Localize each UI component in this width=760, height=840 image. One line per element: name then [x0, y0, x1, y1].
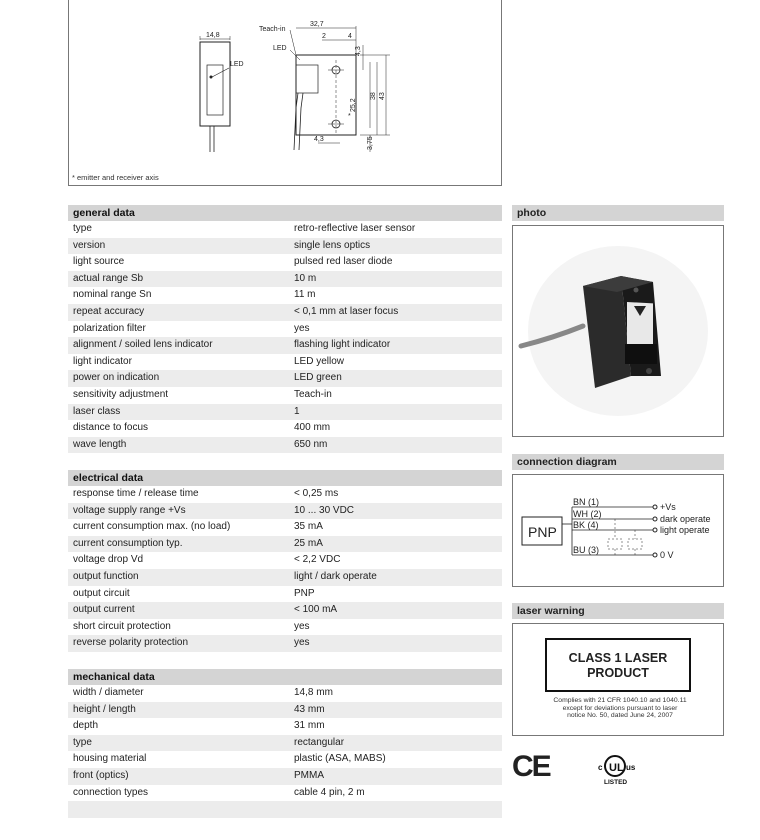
led-right-label: LED: [273, 45, 287, 52]
laser-compliance-text: [530, 697, 710, 720]
dim-43-label: 43: [379, 92, 386, 100]
row-value: 31 mm: [294, 720, 325, 732]
row-key: reverse polarity protection: [73, 637, 189, 649]
row-key: light indicator: [73, 355, 132, 367]
row-key: type: [73, 736, 92, 748]
row-key: height / length: [73, 703, 136, 715]
row-key: actual range Sb: [73, 272, 144, 284]
dim-width-label: 14,8: [206, 32, 220, 39]
row-value: 35 mA: [294, 521, 323, 533]
table-row: [68, 569, 502, 586]
table-row: [68, 238, 502, 255]
row-value: pulsed red laser diode: [294, 256, 393, 268]
table-row: [68, 536, 502, 553]
row-key: current consumption max. (no load): [73, 521, 231, 533]
row-value: 400 mm: [294, 422, 331, 434]
dim-38-label: 38: [370, 92, 377, 100]
table-row-blank: [68, 801, 502, 818]
wire-bn-label: BN (1): [573, 497, 600, 507]
table-row: [68, 271, 502, 288]
row-value: PNP: [294, 587, 315, 599]
table-row: [68, 718, 502, 735]
table-row: [68, 321, 502, 338]
row-key: output circuit: [73, 587, 130, 599]
table-row: [68, 735, 502, 752]
ul-listed-mark: [595, 752, 641, 786]
table-row: [68, 768, 502, 785]
pnp-label: PNP: [528, 524, 557, 540]
row-value: retro-reflective laser sensor: [294, 223, 416, 234]
row-key: short circuit protection: [73, 620, 171, 632]
general-data-title: general data: [68, 205, 502, 221]
table-row: [68, 503, 502, 520]
ul-us-text: us: [626, 763, 636, 772]
comply-line2: except for deviations pursuant to laser: [562, 704, 678, 712]
comply-line3: notice No. 50, dated June 24, 2007: [567, 712, 673, 719]
laser-label-line1: CLASS 1 LASER: [568, 651, 668, 665]
dim-depth-label: 32,7: [310, 21, 324, 28]
row-key: output function: [73, 570, 139, 582]
wire-wh-label: WH (2): [573, 509, 602, 519]
table-row: [68, 420, 502, 437]
row-value: 11 m: [294, 289, 316, 301]
ul-core-text: UL: [609, 762, 624, 774]
laser-warning-title: laser warning: [512, 603, 724, 619]
row-value: < 2,2 VDC: [294, 554, 341, 566]
row-value: 43 mm: [294, 703, 325, 715]
laser-class-label: [545, 638, 691, 692]
ul-listed-text: LISTED: [604, 779, 628, 786]
mechanical-data-title: mechanical data: [68, 669, 502, 685]
dim-4-3-bottom-label: 4,3: [314, 136, 324, 143]
dimension-drawing: [0, 0, 502, 186]
signal-dark-label: dark operate: [660, 514, 711, 524]
dim-3-75-label: 3,75: [367, 136, 374, 150]
table-row: [68, 304, 502, 321]
row-value: PMMA: [294, 769, 324, 781]
row-value: LED green: [294, 372, 342, 384]
electrical-data-title: electrical data: [68, 470, 502, 486]
row-value: LED yellow: [294, 355, 345, 367]
signal-light-label: light operate: [660, 525, 710, 535]
row-value: single lens optics: [294, 239, 371, 251]
table-row: [68, 619, 502, 636]
table-row: [68, 354, 502, 371]
ul-c-text: c: [598, 763, 603, 772]
signal-0v-label: 0 V: [660, 550, 674, 560]
row-key: voltage supply range +Vs: [73, 504, 186, 516]
table-row: [68, 702, 502, 719]
row-key: repeat accuracy: [73, 305, 145, 317]
drawing-footnote: * emitter and receiver axis: [72, 173, 159, 182]
wire-bk-label: BK (4): [573, 520, 599, 530]
row-key: light source: [73, 256, 125, 268]
table-row: [68, 635, 502, 652]
row-key: nominal range Sn: [73, 289, 152, 301]
dim-4-label: 4: [348, 33, 352, 40]
connection-diagram-box: [512, 474, 724, 587]
table-row: [68, 337, 502, 354]
row-key: voltage drop Vd: [73, 554, 144, 566]
row-value: flashing light indicator: [294, 339, 391, 351]
row-key: distance to focus: [73, 422, 149, 434]
row-key: housing material: [73, 753, 147, 765]
electrical-data-table: [68, 486, 502, 652]
dim-25-2-label: 25,2: [350, 98, 357, 112]
row-value: 650 nm: [294, 438, 328, 450]
wire-bu-label: BU (3): [573, 545, 600, 555]
row-key: power on indication: [73, 372, 160, 384]
row-key: sensitivity adjustment: [73, 388, 169, 400]
row-key: current consumption typ.: [73, 537, 183, 549]
table-row: [68, 552, 502, 569]
table-row: [68, 685, 502, 702]
row-value: 25 mA: [294, 537, 323, 549]
row-value: plastic (ASA, MABS): [294, 753, 386, 765]
row-value: 1: [294, 405, 300, 417]
table-row: [68, 437, 502, 454]
row-value: 14,8 mm: [294, 687, 333, 698]
row-value: rectangular: [294, 736, 345, 748]
mechanical-data-section: [68, 669, 502, 818]
table-row: [68, 602, 502, 619]
table-row: [68, 785, 502, 802]
row-value: yes: [294, 620, 310, 632]
signal-vs-label: +Vs: [660, 502, 676, 512]
row-key: alignment / soiled lens indicator: [73, 339, 213, 351]
laser-label-line2: PRODUCT: [587, 666, 649, 680]
mechanical-data-table: [68, 685, 502, 818]
row-key: output current: [73, 604, 135, 616]
row-value: < 0,25 ms: [294, 488, 339, 499]
star-mark: *: [348, 113, 351, 120]
dim-4-3-top-label: 4,3: [355, 46, 362, 56]
row-key: response time / release time: [73, 488, 199, 499]
connection-diagram: [513, 475, 723, 586]
table-row: [68, 519, 502, 536]
general-data-table: [68, 221, 502, 453]
sensor-photo: [513, 226, 723, 436]
row-value: < 100 mA: [294, 604, 338, 616]
row-value: Teach-in: [294, 388, 332, 400]
table-row: [68, 370, 502, 387]
row-key: laser class: [73, 405, 121, 417]
row-key: width / diameter: [73, 687, 144, 698]
table-row: [68, 751, 502, 768]
row-value: light / dark operate: [294, 570, 377, 582]
connection-diagram-title: connection diagram: [512, 454, 724, 470]
electrical-data-section: [68, 470, 502, 652]
row-value: < 0,1 mm at laser focus: [294, 305, 399, 317]
row-key: version: [73, 239, 106, 251]
table-row: [68, 404, 502, 421]
table-row: [68, 387, 502, 404]
photo-box: [512, 225, 724, 437]
general-data-section: [68, 205, 502, 453]
table-row: [68, 486, 502, 503]
photo-title: photo: [512, 205, 724, 221]
dim-2-label: 2: [322, 33, 326, 40]
table-row: [68, 221, 502, 238]
row-value: 10 m: [294, 272, 317, 284]
row-key: depth: [73, 720, 99, 732]
table-row: [68, 287, 502, 304]
row-key: connection types: [73, 786, 149, 798]
ce-mark: CE: [512, 750, 550, 783]
row-key: front (optics): [73, 769, 129, 781]
row-value: yes: [294, 322, 310, 334]
table-row: [68, 586, 502, 603]
row-key: polarization filter: [73, 322, 146, 334]
row-value: yes: [294, 637, 310, 649]
table-row: [68, 254, 502, 271]
row-value: 10 ... 30 VDC: [294, 504, 355, 516]
led-left-label: LED: [230, 61, 244, 68]
row-key: type: [73, 223, 92, 234]
row-value: cable 4 pin, 2 m: [294, 786, 365, 798]
comply-line1: Complies with 21 CFR 1040.10 and 1040.11: [553, 697, 687, 704]
teach-in-label: Teach-in: [259, 26, 286, 33]
row-key: wave length: [73, 438, 127, 450]
